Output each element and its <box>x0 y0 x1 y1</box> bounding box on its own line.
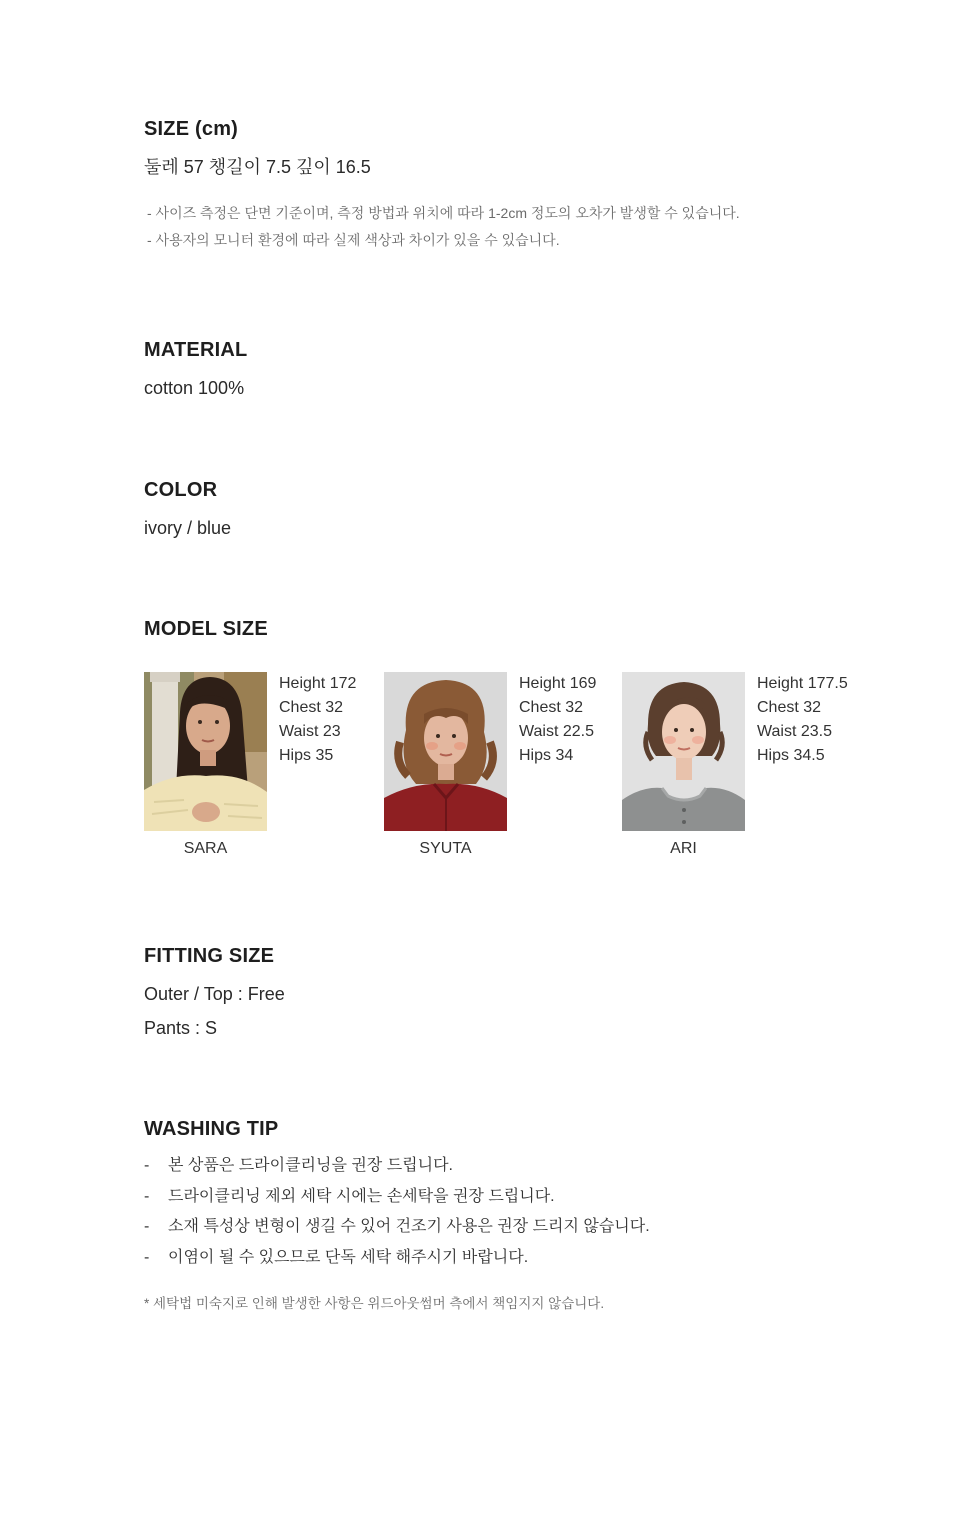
washing-tip-text: 드라이클리닝 제외 세탁 시에는 손세탁을 권장 드립니다. <box>168 1187 555 1205</box>
model-list <box>144 672 864 862</box>
size-note: - 사이즈 측정은 단면 기준이며, 측정 방법과 위치에 따라 1-2cm 정도의 오차가 발생할 수 있습니다. <box>147 205 740 221</box>
washing-footnote: * 세탁법 미숙지로 인해 발생한 사항은 위드아웃썸머 측에서 책임지지 않습니다. <box>144 1295 605 1311</box>
model-photo-ari <box>622 672 745 831</box>
washing-tip-heading: WASHING TIP <box>144 1118 279 1140</box>
model-card-ari <box>622 672 852 862</box>
material-heading: MATERIAL <box>144 339 248 361</box>
model-size-heading: MODEL SIZE <box>144 618 268 640</box>
color-section <box>144 478 864 539</box>
model-name: SARA <box>183 840 228 857</box>
fitting-size-heading: FITTING SIZE <box>144 945 275 967</box>
model-stats-syuta <box>519 672 596 768</box>
model-photo-syuta <box>384 672 507 831</box>
material-section <box>144 338 864 399</box>
washing-tip-item <box>144 1217 864 1237</box>
color-heading: COLOR <box>144 479 218 501</box>
model-hips: Hips 35 <box>279 747 334 764</box>
washing-tip-text: 소재 특성상 변형이 생길 수 있어 건조기 사용은 권장 드리지 않습니다. <box>168 1218 650 1235</box>
model-height: Height 177.5 <box>757 675 848 692</box>
model-waist: Waist 22.5 <box>519 723 594 740</box>
model-hips: Hips 34 <box>519 747 574 764</box>
model-name: ARI <box>670 840 697 857</box>
fitting-size-line: Outer / Top : Free <box>144 984 285 1004</box>
washing-tip-list <box>144 1156 864 1268</box>
model-chest: Chest 32 <box>519 699 584 716</box>
model-waist: Waist 23 <box>279 723 341 740</box>
list-dash: - <box>144 1157 150 1174</box>
model-waist: Waist 23.5 <box>757 723 832 740</box>
model-hips: Hips 34.5 <box>757 747 825 764</box>
fitting-size-line: Pants : S <box>144 1018 218 1038</box>
model-height: Height 172 <box>279 675 357 692</box>
model-size-section <box>144 617 864 641</box>
washing-tip-item <box>144 1248 864 1268</box>
size-section <box>144 117 864 250</box>
washing-tip-item <box>144 1156 864 1176</box>
list-dash: - <box>144 1248 150 1266</box>
size-notes <box>144 203 864 250</box>
material-value: cotton 100% <box>144 378 245 398</box>
size-note: - 사용자의 모니터 환경에 따라 실제 색상과 차이가 있을 수 있습니다. <box>147 232 560 248</box>
model-stats-ari <box>757 672 848 768</box>
color-value: ivory / blue <box>144 518 232 538</box>
model-chest: Chest 32 <box>757 699 822 716</box>
size-heading: SIZE (cm) <box>144 118 239 140</box>
size-value: 둘레 57 챙길이 7.5 깊이 16.5 <box>144 157 371 177</box>
list-dash: - <box>144 1187 150 1205</box>
list-dash: - <box>144 1218 150 1235</box>
model-card-sara <box>144 672 374 862</box>
washing-tip-section <box>144 1117 864 1313</box>
model-card-syuta <box>384 672 614 862</box>
fitting-size-section <box>144 944 864 1039</box>
washing-tip-text: 이염이 될 수 있으므로 단독 세탁 해주시기 바랍니다. <box>168 1248 529 1266</box>
model-chest: Chest 32 <box>279 699 344 716</box>
washing-tip-text: 본 상품은 드라이클리닝을 권장 드립니다. <box>168 1157 453 1174</box>
model-stats-sara <box>279 672 356 768</box>
model-name: SYUTA <box>419 840 472 857</box>
model-photo-sara <box>144 672 267 831</box>
model-height: Height 169 <box>519 675 597 692</box>
washing-tip-item <box>144 1187 864 1207</box>
